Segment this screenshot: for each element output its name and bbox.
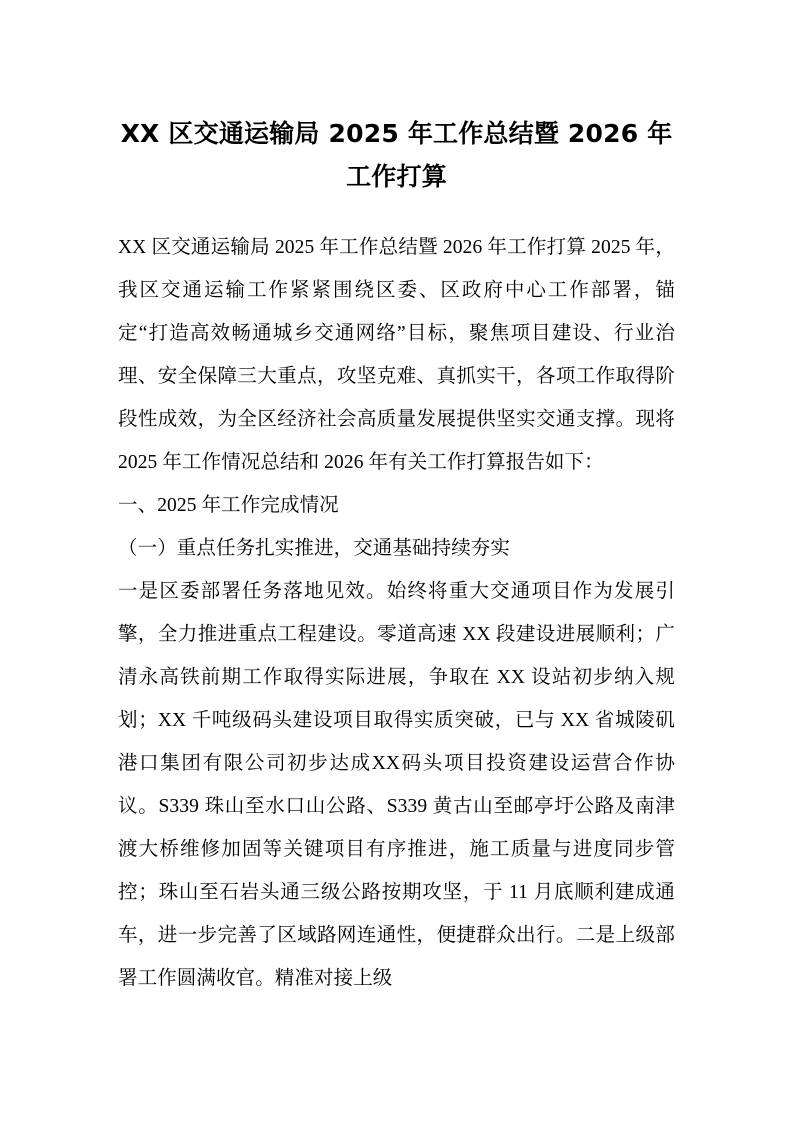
- paragraph: XX 区交通运输局 2025 年工作总结暨 2026 年工作打算 2025 年，我区交通运输工作紧紧围绕区委、区政府中心工作部署，锚定“打造高效畅通城乡交通网络”目标，聚焦项目建设、行业治理、安全保障三大重点，攻坚克难、真抓实干，各项工作取得阶段性成效，为全区经济社会高质量发展提供坚实交通支撑。现将 2025 年工作情况总结和 2026 年有关工作打算报告如下：: [118, 237, 675, 473]
- paragraph: （一）重点任务扎实推进，交通基础持续夯实: [118, 538, 511, 559]
- page-title: XX 区交通运输局 2025 年工作总结暨 2026 年工作打算: [120, 119, 673, 191]
- paragraph: 一是区委部署任务落地见效。始终将重大交通项目作为发展引擎，全力推进重点工程建设。零道高速 XX 段建设进展顺利；广清永高铁前期工作取得实际进展，争取在 XX 设站初步纳入规划；XX 千吨级码头建设项目取得实质突破，已与 XX 省城陵矶港口集团有限公司初步达成XX码头项目投资建设运营合作协议。S339 珠山至水口山公路、S339 黄古山至邮亭圩公路及南津渡大桥维修加固等关键项目有序推进，施工质量与进度同步管控；珠山至石岩头通三级公路按期攻坚，于 11 月底顺利建成通车，进一步完善了区域路网连通性，便捷群众出行。二是上级部署工作圆满收官。精准对接上级: [118, 581, 675, 989]
- paragraph: 一、2025 年工作完成情况: [118, 495, 339, 516]
- document-body: [118, 226, 675, 1000]
